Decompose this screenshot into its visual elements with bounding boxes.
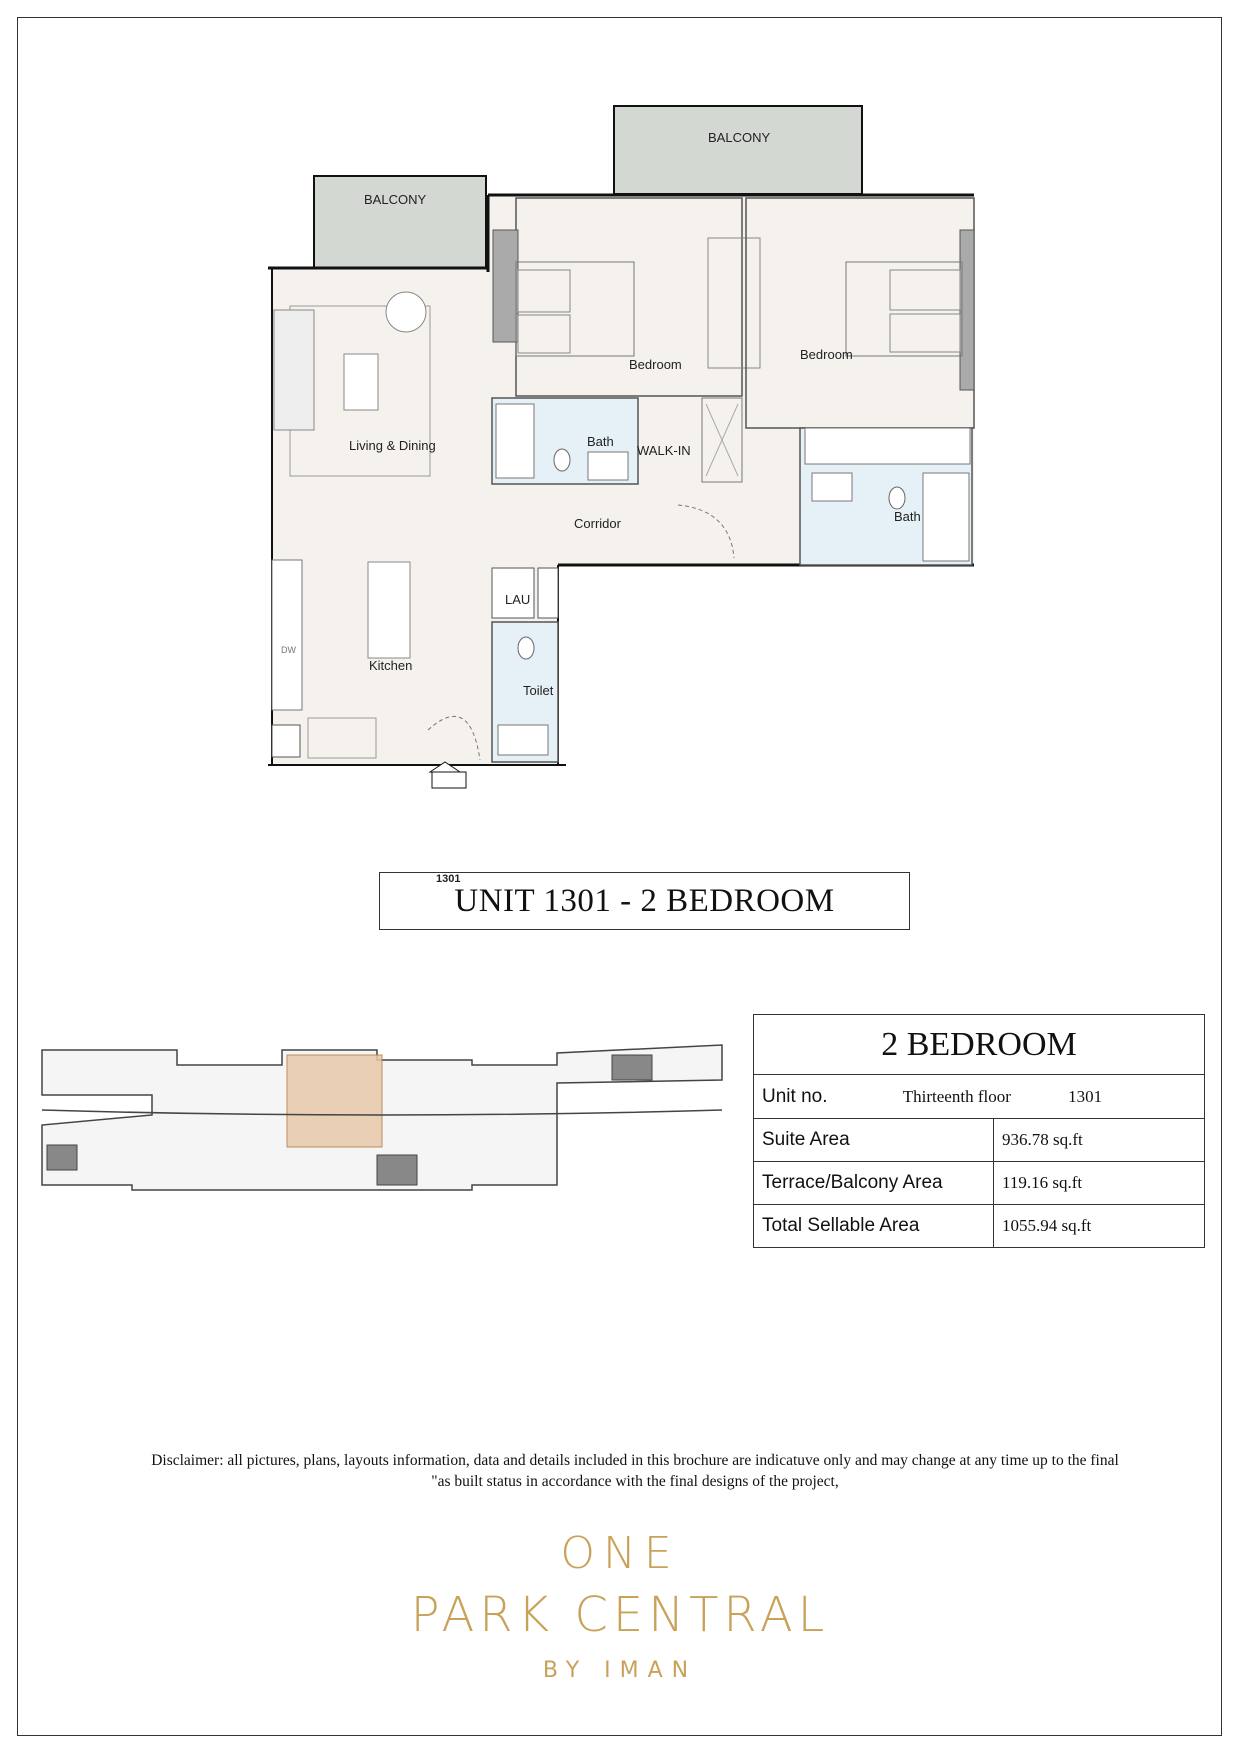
unit-number-value: 1301 bbox=[1068, 1086, 1103, 1106]
bath-2-label: Bath bbox=[894, 509, 921, 524]
spec-row-value: 936.78 sq.ft bbox=[994, 1119, 1205, 1162]
logo-one: ONE bbox=[560, 1528, 680, 1579]
spec-row-value: 119.16 sq.ft bbox=[994, 1162, 1205, 1205]
spec-row-label: Total Sellable Area bbox=[754, 1205, 994, 1248]
unit-spec-table bbox=[753, 1014, 1205, 1248]
unit-number-row bbox=[754, 1075, 1205, 1119]
living-dining-label: Living & Dining bbox=[349, 438, 436, 453]
logo-park-central: PARK CENTRAL bbox=[410, 1587, 830, 1643]
floor-plan-drawing bbox=[260, 100, 980, 820]
floor-plan bbox=[260, 100, 980, 885]
lau-label: LAU bbox=[505, 592, 531, 607]
walk-in-label: WALK-IN bbox=[637, 443, 691, 458]
logo-by-iman: BY IMAN bbox=[542, 1658, 698, 1683]
balcony-top-label: BALCONY bbox=[708, 130, 771, 145]
spec-heading: 2 BEDROOM bbox=[754, 1015, 1205, 1075]
disclaimer bbox=[60, 1450, 1210, 1492]
bedroom-2-label: Bedroom bbox=[800, 347, 853, 362]
unit-no-label: Unit no. bbox=[762, 1085, 828, 1107]
spec-row-value: 1055.94 sq.ft bbox=[994, 1205, 1205, 1248]
unit-title: UNIT 1301 - 2 BEDROOM bbox=[379, 872, 910, 930]
unit-entry-tag: 1301 bbox=[436, 873, 461, 885]
disclaimer-line-1: Disclaimer: all pictures, plans, layouts information, data and details included in this brochure are indicatuve only and may change at any time up to the final bbox=[151, 1452, 1119, 1469]
balcony-left-label: BALCONY bbox=[364, 192, 427, 207]
bath-1-label: Bath bbox=[587, 434, 614, 449]
dishwasher-label: DW bbox=[281, 645, 296, 655]
spec-row-label: Suite Area bbox=[754, 1119, 994, 1162]
bedroom-1-label: Bedroom bbox=[629, 357, 682, 372]
spec-row bbox=[754, 1119, 1205, 1162]
disclaimer-line-2: "as built status in accordance with the final designs of the project, bbox=[431, 1473, 839, 1490]
key-plan bbox=[32, 1035, 732, 1220]
toilet-label: Toilet bbox=[523, 683, 554, 698]
kitchen-label: Kitchen bbox=[369, 658, 413, 673]
spec-row-label: Terrace/Balcony Area bbox=[754, 1162, 994, 1205]
floor-value: Thirteenth floor bbox=[902, 1086, 1011, 1106]
brand-logo bbox=[340, 1530, 900, 1683]
spec-row bbox=[754, 1162, 1205, 1205]
corridor-label: Corridor bbox=[574, 516, 621, 531]
key-plan-drawing bbox=[32, 1035, 732, 1215]
spec-row bbox=[754, 1205, 1205, 1248]
